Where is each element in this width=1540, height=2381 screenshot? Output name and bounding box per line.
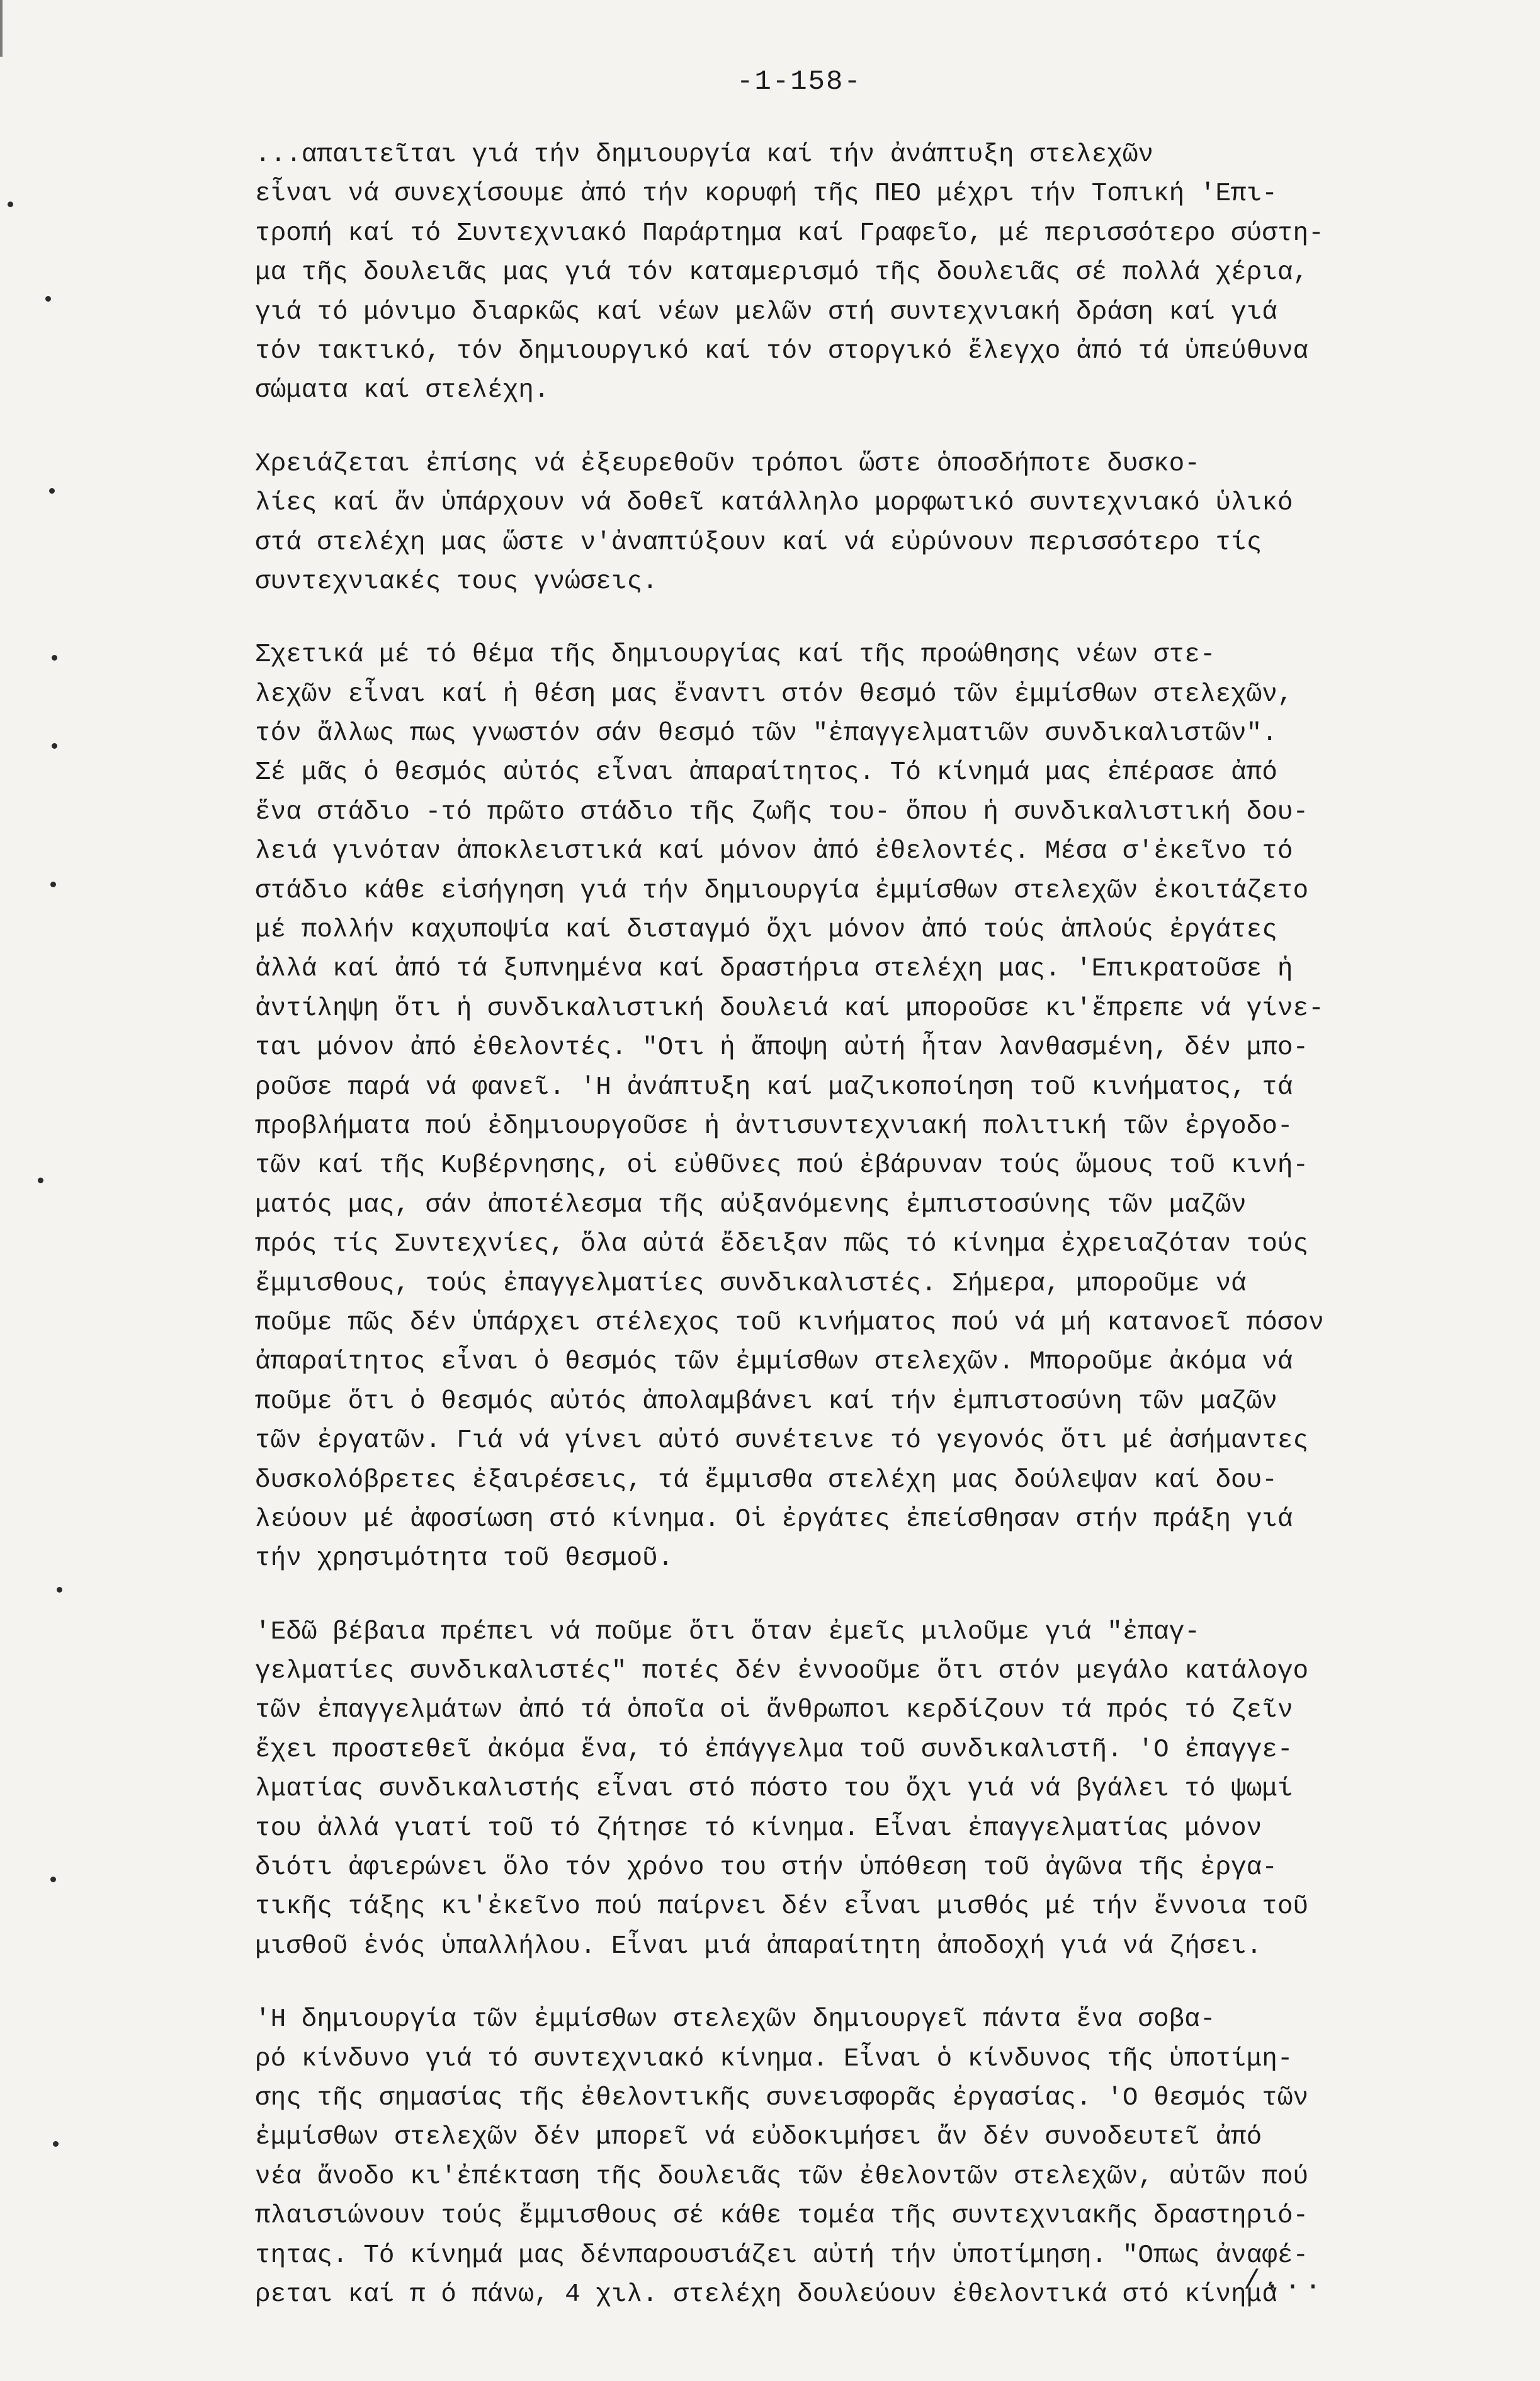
paragraph bbox=[255, 445, 1439, 602]
text-line: ματός μας, σάν ἀποτέλεσμα τῆς αὐξανόμενης ἐμπιστοσύνης τῶν μαζῶν bbox=[255, 1190, 1247, 1220]
text-line: λεύουν μέ ἀφοσίωση στό κίνημα. Οἱ ἐργάτες ἐπείσθησαν στήν πράξη γιά bbox=[255, 1504, 1293, 1534]
text-line: ἔμμισθους, τούς ἐπαγγελματίες συνδικαλιστές. Σήμερα, μποροῦμε νά bbox=[255, 1269, 1247, 1298]
text-line: μα τῆς δουλειᾶς μας γιά τόν καταμερισμό τῆς δουλειᾶς σέ πολλά χέρια, bbox=[255, 258, 1309, 288]
text-line: λίες καί ἄν ὑπάρχουν νά δοθεῖ κατάλληλο μορφωτικό συντεχνιακό ὑλικό bbox=[255, 489, 1293, 518]
text-line: ἀπαραίτητος εἶναι ὁ θεσμός τῶν ἐμμίσθων στελεχῶν. Μποροῦμε ἀκόμα νά bbox=[255, 1348, 1293, 1377]
text-line: τῶν καί τῆς Κυβέρνησης, οἱ εὐθῦνες πού ἐβάρυναν τούς ὤμους τοῦ κινή- bbox=[255, 1151, 1309, 1181]
text-line: γιά τό μόνιμο διαρκῶς καί νέων μελῶν στή συντεχνιακή δράση καί γιά bbox=[255, 297, 1277, 327]
text-line: μέ πολλήν καχυποψία καί δισταγμό ὄχι μόνον ἀπό τούς ἁπλούς ἐργάτες bbox=[255, 916, 1277, 945]
text-line: διότι ἀφιερώνει ὅλο τόν χρόνο του στήν ὑπόθεση τοῦ ἀγῶνα τῆς ἐργα- bbox=[255, 1853, 1277, 1883]
text-line: δυσκολόβρετες ἐξαιρέσεις, τά ἔμμισθα στελέχη μας δούλεψαν καί δου- bbox=[255, 1465, 1277, 1495]
text-line: σης τῆς σημασίας τῆς ἐθελοντικῆς συνεισφορᾶς ἐργασίας. 'Ο θεσμός τῶν bbox=[255, 2083, 1309, 2113]
text-line: στά στελέχη μας ὥστε ν'ἀναπτύξουν καί νά εὐρύνουν περισσότερο τίς bbox=[255, 528, 1262, 557]
margin-hole-mark bbox=[50, 1877, 56, 1882]
text-line: προβλήματα πού ἐδημιουργοῦσε ἡ ἀντισυντεχνιακή πολιτική τῶν ἐργοδο- bbox=[255, 1111, 1293, 1141]
text-line: τροπή καί τό Συντεχνιακό Παράρτημα καί Γραφεῖο, μέ περισσότερο σύστη- bbox=[255, 219, 1324, 248]
paragraph-gap bbox=[255, 1579, 1439, 1613]
text-line: λειά γινόταν ἀποκλειστικά καί μόνον ἀπό ἐθελοντές. Μέσα σ'ἐκεῖνο τό bbox=[255, 837, 1293, 867]
paragraph-gap bbox=[255, 411, 1439, 445]
text-line: ποῦμε πῶς δέν ὑπάρχει στέλεχος τοῦ κινήματος πού νά μή κατανοεῖ πόσον bbox=[255, 1308, 1324, 1338]
text-line: ροῦσε παρά νά φανεῖ. 'Η ἀνάπτυξη καί μαζικοποίηση τοῦ κινήματος, τά bbox=[255, 1072, 1293, 1102]
text-line: μισθοῦ ἑνός ὑπαλλήλου. Εἶναι μιά ἀπαραίτητη ἀποδοχή γιά νά ζήσει. bbox=[255, 1931, 1262, 1961]
margin-hole-mark bbox=[38, 1178, 43, 1183]
margin-hole-mark bbox=[53, 2141, 59, 2147]
margin-hole-mark bbox=[8, 202, 13, 207]
scan-edge-mark bbox=[0, 0, 16, 57]
text-line: ρεται καί π ό πάνω, 4 χιλ. στελέχη δουλεύουν ἐθελοντικά στό κίνημά bbox=[255, 2280, 1277, 2309]
body-text bbox=[255, 135, 1439, 2314]
text-line: τήν χρησιμότητα τοῦ θεσμοῦ. bbox=[255, 1544, 674, 1574]
text-line: ται μόνον ἀπό ἐθελοντές. "Οτι ἡ ἄποψη αὐτή ἦταν λανθασμένη, δέν μπο- bbox=[255, 1033, 1309, 1063]
text-line: πρός τίς Συντεχνίες, ὅλα αὐτά ἔδειξαν πῶς τό κίνημα ἐχρειαζόταν τούς bbox=[255, 1230, 1309, 1259]
margin-hole-mark bbox=[45, 296, 51, 302]
text-line: τῶν ἐπαγγελμάτων ἀπό τά ὁποῖα οἱ ἄνθρωποι κερδίζουν τά πρός τό ζεῖν bbox=[255, 1696, 1293, 1725]
text-line: πλαισιώνουν τούς ἔμμισθους σέ κάθε τομέα τῆς συντεχνιακῆς δραστηριό- bbox=[255, 2202, 1309, 2231]
text-line: νέα ἄνοδο κι'ἐπέκταση τῆς δουλειᾶς τῶν ἐθελοντῶν στελεχῶν, αὐτῶν πού bbox=[255, 2162, 1309, 2191]
text-line: εἶναι νά συνεχίσουμε ἀπό τήν κορυφή τῆς ΠΕΟ μέχρι τήν Τοπική 'Επι- bbox=[255, 179, 1277, 209]
text-line: Σέ μᾶς ὁ θεσμός αὐτός εἶναι ἀπαραίτητος. Τό κίνημά μας ἐπέρασε ἀπό bbox=[255, 758, 1277, 788]
paragraph-gap bbox=[255, 601, 1439, 635]
margin-hole-mark bbox=[52, 655, 57, 661]
margin-hole-mark bbox=[50, 882, 56, 887]
page-number: -1-158- bbox=[737, 66, 862, 98]
text-line: 'Εδῶ βέβαια πρέπει νά ποῦμε ὅτι ὅταν ἐμεῖς μιλοῦμε γιά "ἐπαγ- bbox=[255, 1617, 1200, 1647]
text-line: ποῦμε ὅτι ὁ θεσμός αὐτός ἀπολαμβάνει καί τήν ἐμπιστοσύνη τῶν μαζῶν bbox=[255, 1387, 1277, 1416]
text-line: ἐμμίσθων στελεχῶν δέν μπορεῖ νά εὐδοκιμήσει ἄν δέν συνοδευτεῖ ἀπό bbox=[255, 2123, 1262, 2152]
text-line: τόν τακτικό, τόν δημιουργικό καί τόν στοργικό ἔλεγχο ἀπό τά ὑπεύθυνα bbox=[255, 336, 1309, 366]
paragraph-gap bbox=[255, 1966, 1439, 2000]
paragraph bbox=[255, 1613, 1439, 1967]
text-line: τητας. Τό κίνημά μας δένπαρουσιάζει αὐτή τήν ὑποτίμηση. "Οπως ἀναφέ- bbox=[255, 2241, 1309, 2270]
text-line: σώματα καί στελέχη. bbox=[255, 376, 550, 406]
text-line: τόν ἄλλως πως γνωστόν σάν θεσμό τῶν "ἐπαγγελματιῶν συνδικαλιστῶν". bbox=[255, 719, 1277, 749]
text-line: Χρειάζεται ἐπίσης νά ἐξευρεθοῦν τρόποι ὥστε ὁποσδήποτε δυσκο- bbox=[255, 449, 1200, 479]
text-line: τικῆς τάξης κι'ἐκεῖνο πού παίρνει δέν εἶναι μισθός μέ τήν ἔννοια τοῦ bbox=[255, 1892, 1309, 1922]
text-line: ἔχει προστεθεῖ ἀκόμα ἕνα, τό ἐπάγγελμα τοῦ συνδικαλιστῆ. 'Ο ἐπαγγε- bbox=[255, 1735, 1293, 1764]
continuation-mark: /... bbox=[1243, 2266, 1325, 2297]
text-line: ...απαιτεῖται γιά τήν δημιουργία καί τήν ἀνάπτυξη στελεχῶν bbox=[255, 140, 1154, 169]
paragraph bbox=[255, 135, 1439, 411]
text-line: συντεχνιακές τους γνώσεις. bbox=[255, 567, 658, 596]
text-line: γελματίες συνδικαλιστές" ποτές δέν ἐννοοῦμε ὅτι στόν μεγάλο κατάλογο bbox=[255, 1657, 1309, 1686]
text-line: τῶν ἐργατῶν. Γιά νά γίνει αὐτό συνέτεινε τό γεγονός ὅτι μέ ἀσήμαντες bbox=[255, 1426, 1309, 1456]
paragraph bbox=[255, 635, 1439, 1578]
text-line: λεχῶν εἶναι καί ἡ θέση μας ἔναντι στόν θεσμό τῶν ἐμμίσθων στελεχῶν, bbox=[255, 679, 1293, 709]
text-line: ἕνα στάδιο -τό πρῶτο στάδιο τῆς ζωῆς του- ὅπου ἡ συνδικαλιστική δου- bbox=[255, 797, 1309, 827]
margin-hole-mark bbox=[52, 743, 57, 749]
text-line: Σχετικά μέ τό θέμα τῆς δημιουργίας καί τῆς προώθησης νέων στε- bbox=[255, 640, 1216, 670]
text-line: στάδιο κάθε εἰσήγηση γιά τήν δημιουργία ἐμμίσθων στελεχῶν ἐκοιτάζετο bbox=[255, 876, 1309, 906]
margin-hole-mark bbox=[49, 488, 55, 494]
text-line: λματίας συνδικαλιστής εἶναι στό πόστο του ὄχι γιά νά βγάλει τό ψωμί bbox=[255, 1775, 1293, 1804]
text-line: ἀντίληψη ὅτι ἡ συνδικαλιστική δουλειά καί μποροῦσε κι'ἔπρεπε νά γίνε- bbox=[255, 994, 1324, 1023]
text-line: του ἀλλά γιατί τοῦ τό ζήτησε τό κίνημα. Εἶναι ἐπαγγελματίας μόνον bbox=[255, 1814, 1262, 1843]
text-line: ρό κίνδυνο γιά τό συντεχνιακό κίνημα. Εἶναι ὁ κίνδυνος τῆς ὑποτίμη- bbox=[255, 2044, 1293, 2074]
text-line: ἀλλά καί ἀπό τά ξυπνημένα καί δραστήρια στελέχη μας. 'Επικρατοῦσε ἡ bbox=[255, 955, 1293, 984]
text-line: 'Η δημιουργία τῶν ἐμμίσθων στελεχῶν δημιουργεῖ πάντα ἕνα σοβα- bbox=[255, 2005, 1216, 2035]
margin-hole-mark bbox=[57, 1587, 62, 1593]
